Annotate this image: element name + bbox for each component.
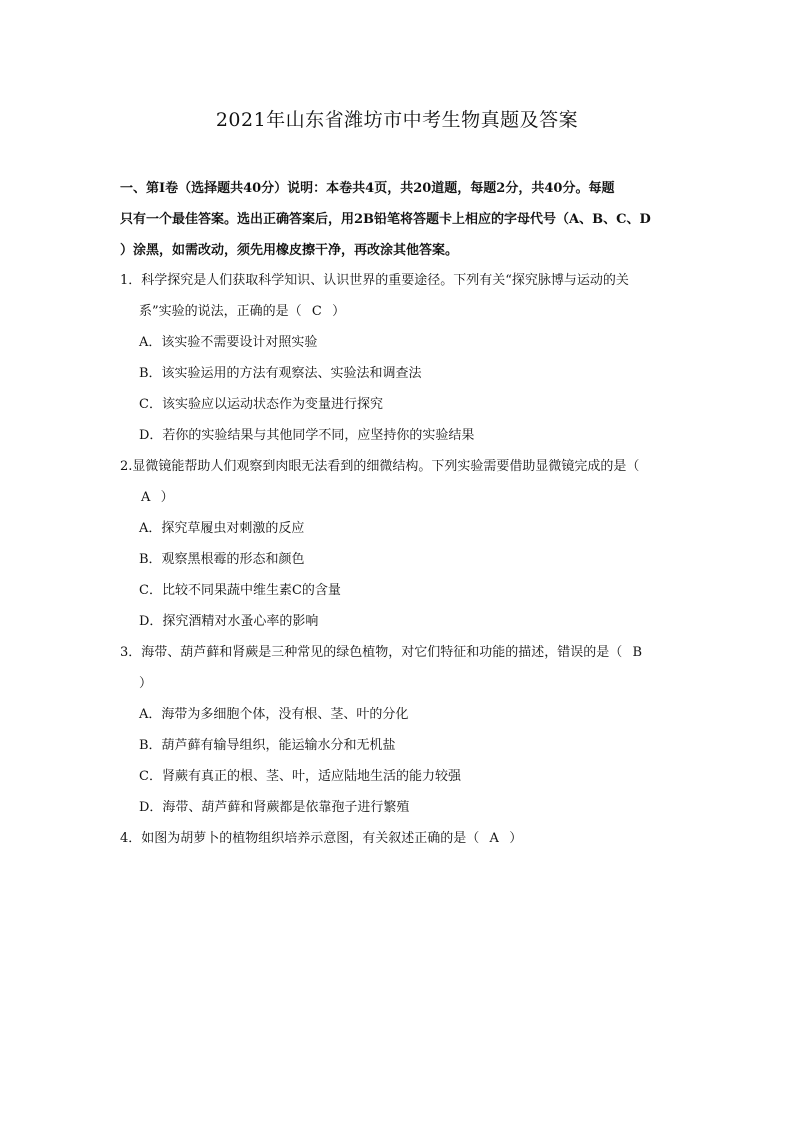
question-2-answer: A	[141, 490, 151, 505]
option-d: D．探究酒精对水蚤心率的影响	[139, 614, 319, 629]
question-1-stem-suffix: ）	[332, 304, 346, 319]
question-1-stem: 1．科学探究是人们获取科学知识、认识世界的重要途径。下列有关“探究脉博与运动的关	[120, 273, 629, 288]
option-a: A．该实验不需要设计对照实验	[139, 335, 318, 350]
question-2-stem-suffix: ）	[160, 490, 174, 505]
question-1-answer: C	[311, 304, 322, 319]
question-3-stem	[120, 637, 680, 668]
instruction-line: ）涂黑，如需改动，须先用橡皮擦干净，再改涂其他答案。	[120, 243, 459, 258]
option-d: D．若你的实验结果与其他同学不同，应坚持你的实验结果	[139, 428, 475, 443]
option-d: D．海带、葫芦藓和肾蕨都是依靠孢子进行繁殖	[139, 800, 410, 815]
question-1-stem-prefix: 系”实验的说法，正确的是（	[139, 304, 302, 319]
question-1	[120, 265, 680, 451]
instruction-line: 一、第Ⅰ卷（选择题共40分）说明：本卷共4页，共20道题，每题2分，共40分。每题	[120, 181, 615, 196]
question-1-stem-cont	[120, 296, 680, 327]
question-4-answer: A	[489, 831, 499, 846]
option-b: B．葫芦藓有输导组织，能运输水分和无机盐	[139, 738, 396, 753]
question-4	[120, 823, 680, 854]
question-4-stem-text: 4．如图为胡萝卜的植物组织培养示意图，有关叙述正确的是（	[120, 831, 480, 846]
question-2-stem: 2.显微镜能帮助人们观察到肉眼无法看到的细微结构。下列实验需要借助显微镜完成的是（	[120, 459, 640, 474]
question-4-stem	[120, 823, 680, 854]
question-3-stem-text: 3．海带、葫芦藓和肾蕨是三种常见的绿色植物，对它们特征和功能的描述，错误的是（	[120, 645, 623, 660]
option-b: B．该实验运用的方法有观察法、实验法和调查法	[139, 366, 422, 381]
page-title: 2021年山东省潍坊市中考生物真题及答案	[215, 109, 579, 131]
option-c: C．该实验应以运动状态作为变量进行探究	[139, 397, 383, 412]
question-3-answer: B	[632, 645, 643, 660]
option-a: A．海带为多细胞个体，没有根、茎、叶的分化	[139, 707, 409, 722]
question-2	[120, 451, 680, 637]
instruction-line: 只有一个最佳答案。选出正确答案后，用2B铅笔将答题卡上相应的字母代号（A、B、C、D	[120, 212, 651, 227]
question-2-stem-cont	[120, 482, 680, 513]
option-b: B．观察黑根霉的形态和颜色	[139, 552, 305, 567]
question-3-stem-cont: ）	[139, 676, 153, 691]
question-list	[120, 265, 680, 854]
section-instructions	[120, 173, 676, 266]
question-3	[120, 637, 680, 823]
option-a: A．探究草履虫对刺激的反应	[139, 521, 305, 536]
option-c: C．比较不同果蔬中维生素C的含量	[139, 583, 341, 598]
question-4-stem-suffix: ）	[509, 831, 523, 846]
option-c: C．肾蕨有真正的根、茎、叶，适应陆地生活的能力较强	[139, 769, 461, 784]
